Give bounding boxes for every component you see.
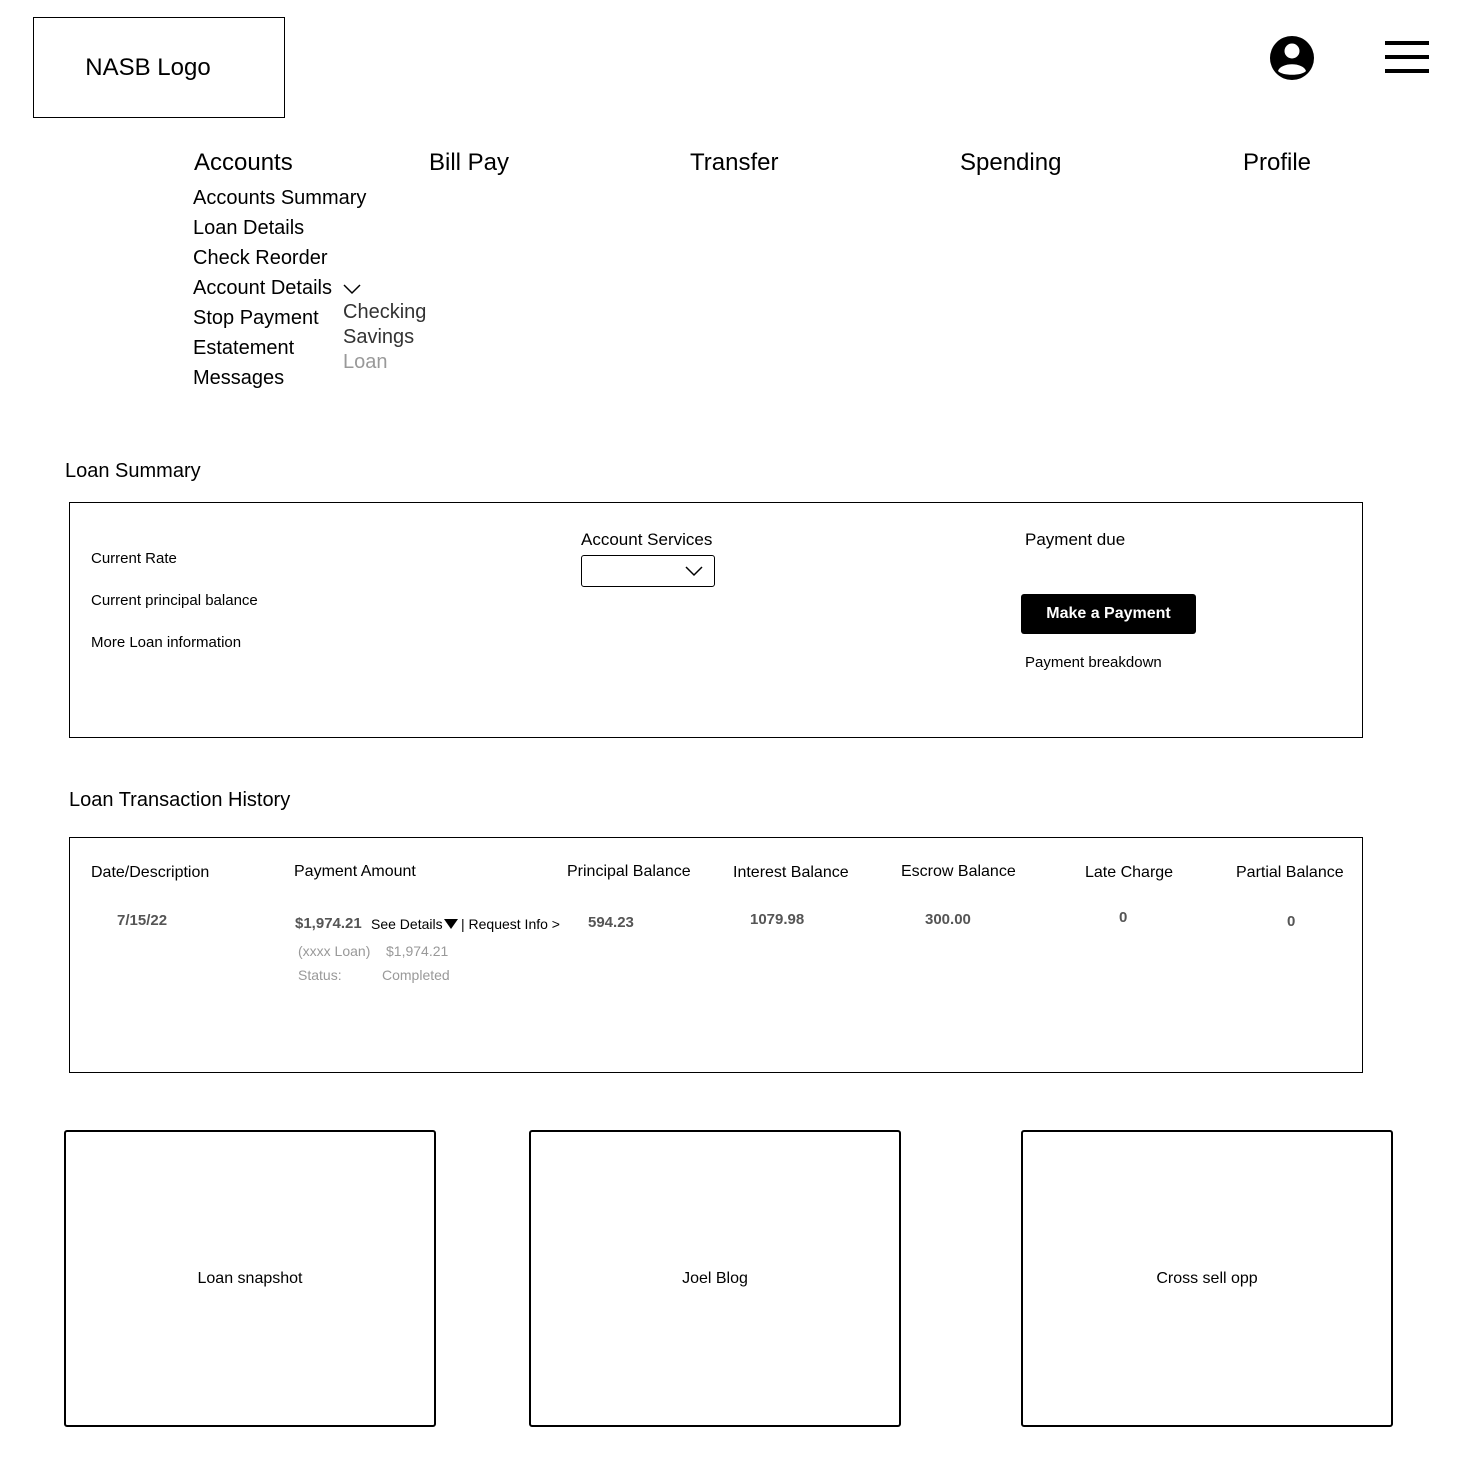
row-status-value: Completed xyxy=(382,967,450,983)
account-services-label: Account Services xyxy=(581,530,713,549)
current-principal-balance-label: Current principal balance xyxy=(91,592,258,609)
menu-loan-details[interactable]: Loan Details xyxy=(193,217,305,239)
menu-button[interactable] xyxy=(1384,40,1430,76)
menu-check-reorder[interactable]: Check Reorder xyxy=(193,247,328,269)
row-principal: 594.23 xyxy=(588,914,634,931)
nav-transfer[interactable]: Transfer xyxy=(690,149,779,176)
more-loan-info-link[interactable]: More Loan information xyxy=(91,634,242,651)
row-escrow: 300.00 xyxy=(925,911,971,928)
account-services-select[interactable] xyxy=(581,555,715,587)
row-partial-balance: 0 xyxy=(1287,913,1296,930)
col-late-charge: Late Charge xyxy=(1085,864,1174,881)
nav-spending[interactable]: Spending xyxy=(960,149,1062,176)
row-status-label: Status: xyxy=(298,967,342,983)
payment-due-label: Payment due xyxy=(1025,530,1126,549)
nav-accounts[interactable]: Accounts xyxy=(194,149,293,176)
menu-estatement[interactable]: Estatement xyxy=(193,337,295,359)
col-payment-amount: Payment Amount xyxy=(294,863,416,880)
menu-accounts-summary[interactable]: Accounts Summary xyxy=(193,187,367,209)
chevron-down-icon[interactable] xyxy=(342,282,362,296)
transaction-history-title: Loan Transaction History xyxy=(69,789,291,811)
menu-stop-payment[interactable]: Stop Payment xyxy=(193,307,319,329)
option-savings[interactable]: Savings xyxy=(343,326,415,348)
cross-sell-card[interactable] xyxy=(1021,1130,1393,1427)
user-circle-icon xyxy=(1269,35,1315,81)
make-payment-button[interactable]: Make a Payment xyxy=(1021,594,1196,634)
row-detail-account: (xxxx Loan) xyxy=(298,943,371,959)
col-interest-balance: Interest Balance xyxy=(733,864,849,881)
col-principal-balance: Principal Balance xyxy=(567,863,691,880)
see-details-link[interactable] xyxy=(371,916,458,932)
row-detail-amount: $1,974.21 xyxy=(386,943,449,959)
see-details-label: See Details xyxy=(371,916,443,932)
nav-bill-pay[interactable]: Bill Pay xyxy=(429,149,510,176)
col-partial-balance: Partial Balance xyxy=(1236,864,1344,881)
row-date: 7/15/22 xyxy=(117,912,168,929)
joel-blog-card[interactable] xyxy=(529,1130,901,1427)
nav-profile[interactable]: Profile xyxy=(1243,149,1312,176)
payment-breakdown-link[interactable]: Payment breakdown xyxy=(1025,654,1162,671)
current-rate-label: Current Rate xyxy=(91,550,177,567)
caret-down-icon xyxy=(444,919,458,929)
loan-snapshot-card[interactable] xyxy=(64,1130,436,1427)
chevron-down-icon xyxy=(684,564,704,578)
menu-account-details[interactable]: Account Details xyxy=(193,277,332,299)
request-info-link[interactable]: | Request Info > xyxy=(461,916,560,932)
loan-summary-title: Loan Summary xyxy=(65,460,201,482)
row-late-charge: 0 xyxy=(1119,909,1128,926)
row-interest: 1079.98 xyxy=(750,911,805,928)
option-loan[interactable]: Loan xyxy=(343,351,388,373)
row-payment-amount: $1,974.21 xyxy=(295,915,362,932)
col-date-description: Date/Description xyxy=(91,864,210,881)
hamburger-menu-icon xyxy=(1384,40,1430,76)
logo[interactable]: NASB Logo xyxy=(33,17,285,118)
cross-sell-label: Cross sell opp xyxy=(1156,1269,1258,1287)
menu-messages[interactable]: Messages xyxy=(193,367,285,389)
joel-blog-label: Joel Blog xyxy=(682,1269,748,1287)
option-checking[interactable]: Checking xyxy=(343,301,427,323)
col-escrow-balance: Escrow Balance xyxy=(901,863,1016,880)
profile-button[interactable] xyxy=(1269,35,1315,81)
loan-snapshot-label: Loan snapshot xyxy=(197,1269,303,1287)
